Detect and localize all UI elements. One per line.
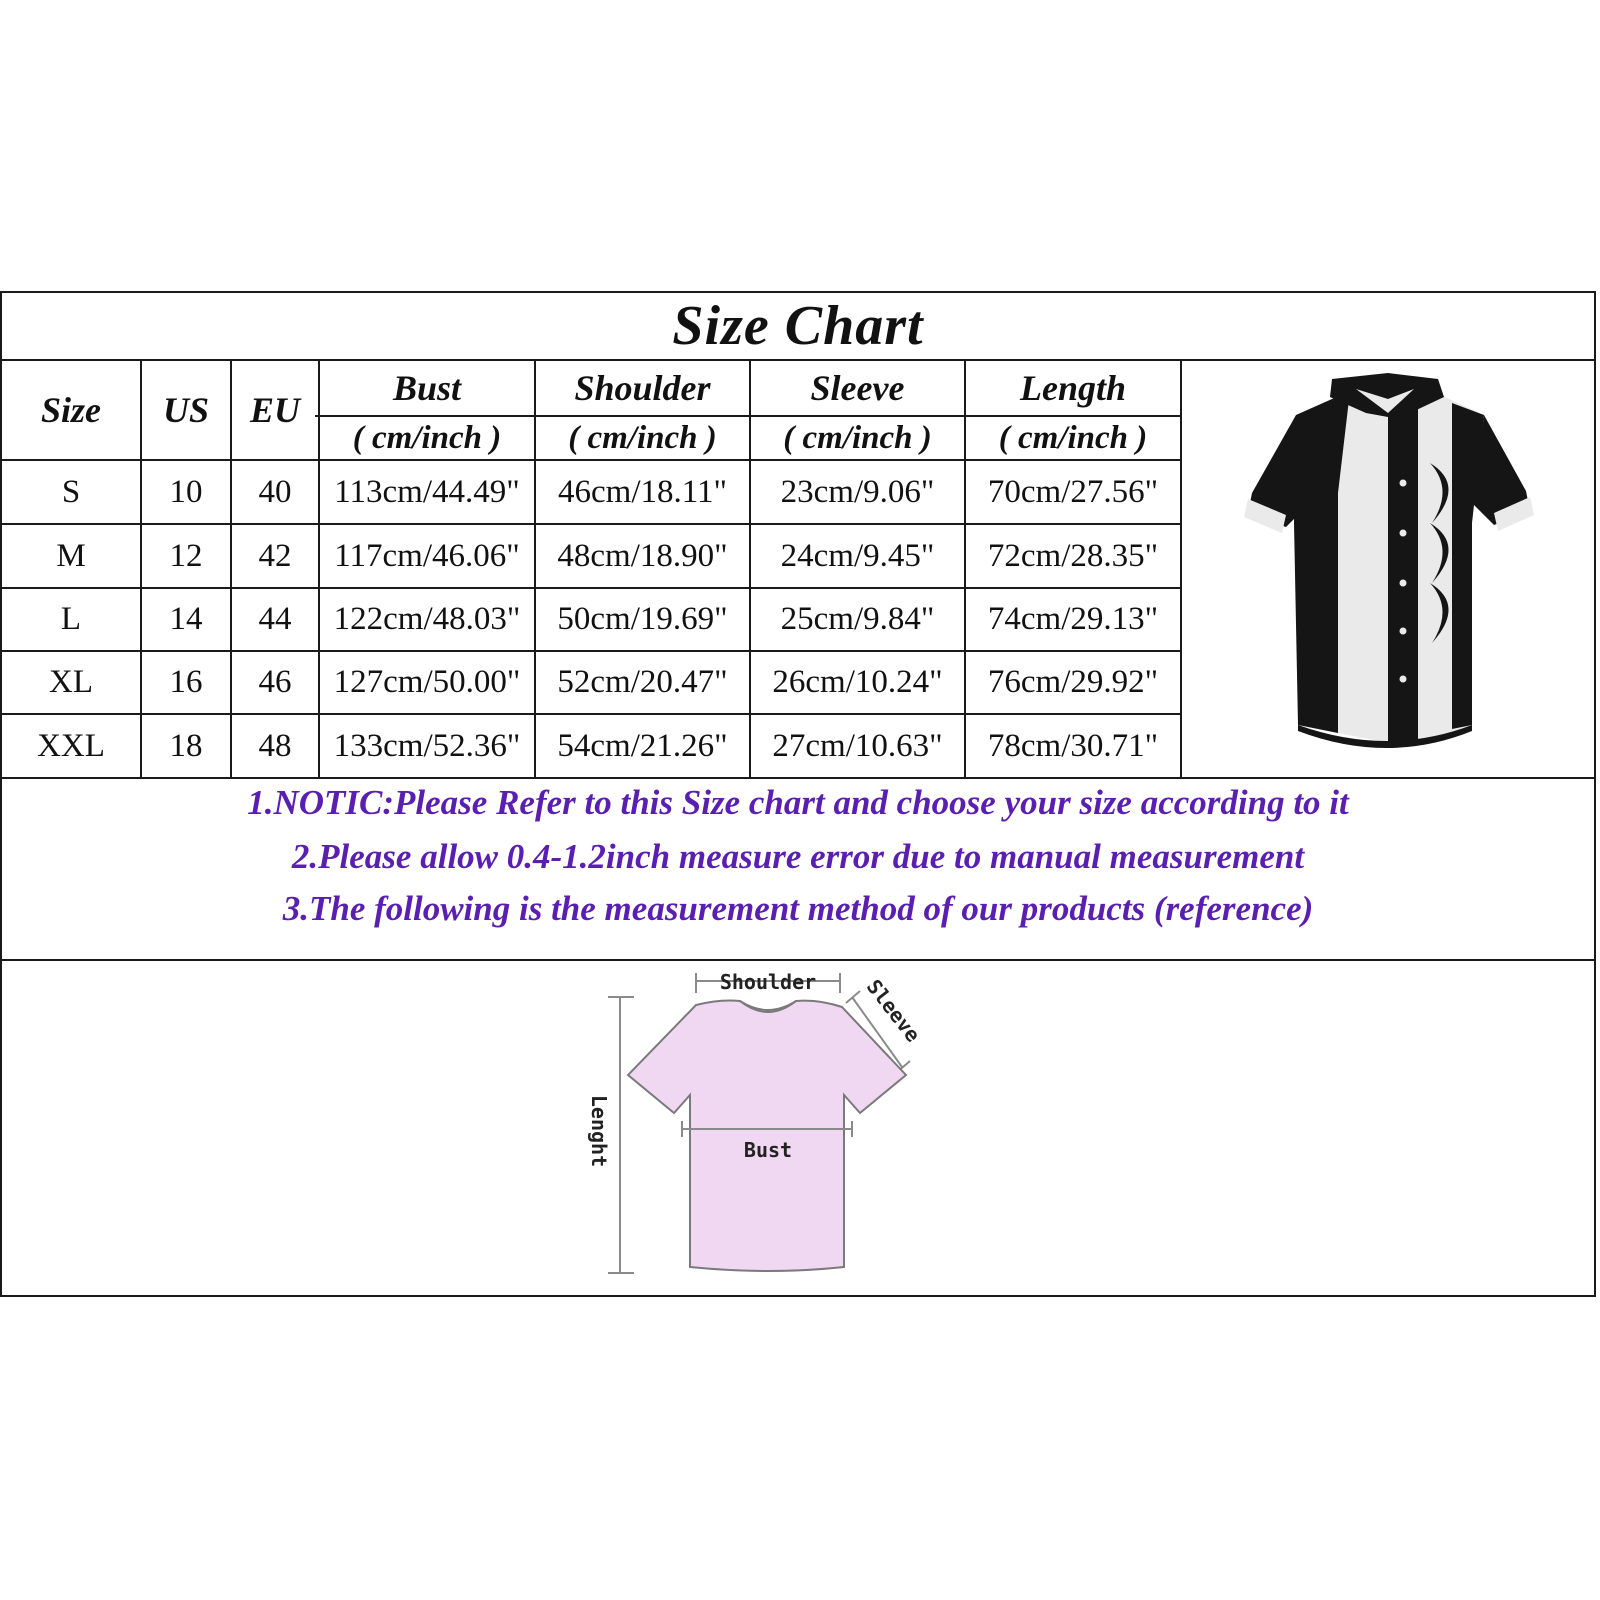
- cell-bust: 133cm/52.36": [333, 727, 521, 764]
- unit-bust: ( cm/inch ): [352, 419, 502, 456]
- diagram-label-length: Lenght: [587, 1094, 611, 1168]
- cell-sleeve: 24cm/9.45": [780, 537, 935, 574]
- cell-size: M: [56, 537, 86, 574]
- cell-eu: 44: [258, 601, 292, 637]
- header-us: US: [162, 390, 210, 430]
- unit-length: ( cm/inch ): [998, 419, 1148, 456]
- note-1: 1.NOTIC:Please Refer to this Size chart and choose your size according to it: [247, 783, 1349, 822]
- cell-size: XXL: [37, 727, 105, 764]
- cell-sleeve: 25cm/9.84": [780, 601, 935, 637]
- cell-us: 18: [169, 727, 203, 764]
- diagram-label-shoulder: Shoulder: [719, 970, 817, 994]
- cell-eu: 40: [258, 473, 292, 510]
- cell-length: 74cm/29.13": [987, 601, 1159, 637]
- cell-bust: 113cm/44.49": [334, 473, 520, 510]
- header-sleeve: Sleeve: [810, 368, 905, 408]
- cell-length: 78cm/30.71": [987, 727, 1159, 764]
- cell-bust: 122cm/48.03": [333, 601, 521, 637]
- cell-us: 10: [169, 473, 203, 510]
- page-title: Size Chart: [672, 295, 924, 357]
- header-shoulder: Shoulder: [574, 368, 711, 408]
- cell-length: 76cm/29.92": [987, 664, 1159, 700]
- size-chart-sheet: [0, 291, 1596, 1297]
- cell-bust: 117cm/46.06": [334, 537, 520, 574]
- cell-shoulder: 50cm/19.69": [557, 601, 728, 637]
- note-2: 2.Please allow 0.4-1.2inch measure error due to manual measurement: [291, 837, 1305, 876]
- header-eu: EU: [249, 390, 300, 430]
- product-shirt-image: [1238, 373, 1540, 753]
- note-3: 3.The following is the measurement method of our products (reference): [282, 889, 1314, 928]
- cell-eu: 42: [258, 537, 292, 574]
- measurement-diagram: [570, 965, 950, 1295]
- unit-sleeve: ( cm/inch ): [783, 419, 932, 456]
- unit-shoulder: ( cm/inch ): [568, 419, 717, 456]
- cell-shoulder: 54cm/21.26": [557, 727, 728, 764]
- cell-shoulder: 46cm/18.11": [558, 473, 727, 510]
- cell-sleeve: 26cm/10.24": [772, 664, 943, 700]
- cell-size: XL: [49, 664, 93, 700]
- cell-us: 16: [169, 664, 203, 700]
- notes-section: [2, 779, 1594, 959]
- header-size: Size: [40, 390, 101, 430]
- cell-sleeve: 23cm/9.06": [780, 473, 935, 510]
- header-length: Length: [1019, 368, 1126, 408]
- cell-size: L: [60, 601, 82, 637]
- cell-shoulder: 48cm/18.90": [557, 537, 728, 574]
- cell-shoulder: 52cm/20.47": [557, 664, 728, 700]
- cell-length: 72cm/28.35": [987, 537, 1159, 574]
- cell-us: 14: [169, 601, 203, 637]
- diagram-label-bust: Bust: [743, 1138, 793, 1162]
- cell-bust: 127cm/50.00": [333, 664, 521, 700]
- cell-size: S: [61, 473, 81, 510]
- cell-eu: 46: [258, 664, 292, 700]
- cell-sleeve: 27cm/10.63": [772, 727, 943, 764]
- header-bust: Bust: [392, 368, 462, 408]
- cell-eu: 48: [258, 727, 292, 764]
- cell-us: 12: [169, 537, 203, 574]
- diagram-label-sleeve: Sleeve: [861, 974, 926, 1047]
- cell-length: 70cm/27.56": [987, 473, 1159, 510]
